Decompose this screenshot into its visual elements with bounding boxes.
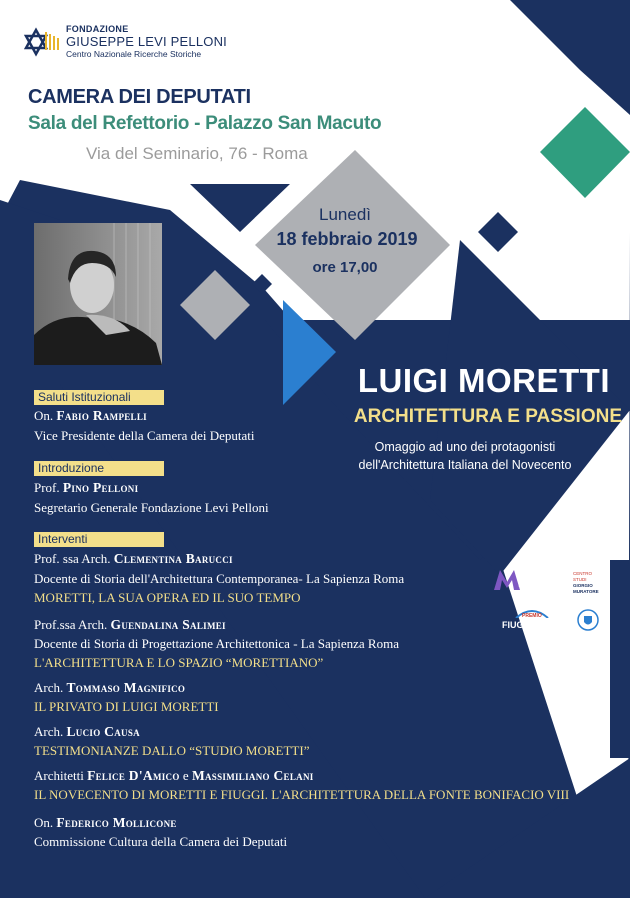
section-tag-welcome: Saluti Istituzionali — [34, 390, 164, 405]
speaker-name: Federico Mollicone — [56, 815, 177, 830]
sponsor-text: CENTRO — [573, 571, 592, 576]
laboratorio-logo — [534, 646, 606, 668]
crest-icon — [576, 608, 600, 634]
event-title: LUIGI MORETTI — [357, 362, 610, 399]
speaker-role-welcome: Vice Presidente della Camera dei Deputati — [34, 428, 255, 443]
centro-studi-logo — [571, 567, 603, 599]
event-subtitle: ARCHITETTURA E PASSIONE — [353, 406, 622, 427]
portrait-photo — [34, 223, 162, 365]
talk-6-role: Commissione Cultura della Camera dei Deputati — [34, 834, 288, 849]
sponsor-text: EVENTI — [526, 588, 565, 598]
tribute-line-1: Omaggio ad uno dei protagonisti — [374, 440, 556, 454]
speaker-joiner: e — [182, 768, 189, 783]
event-weekday: Lunedì — [319, 205, 371, 224]
speaker-name: Felice D'Amico — [87, 768, 180, 783]
sponsor-text: MURATORE — [573, 589, 599, 594]
navy-top-corner — [510, 0, 630, 115]
event-time: ore 17,00 — [312, 259, 378, 276]
foundation-label: FONDAZIONE — [66, 24, 129, 34]
green-diamond — [540, 107, 630, 198]
talk-1-topic: MORETTI, LA SUA OPERA ED IL SUO TEMPO — [34, 590, 301, 605]
speaker-prefix: Prof. ssa Arch. — [34, 551, 111, 566]
speaker-name: Guendalina Salimei — [110, 617, 226, 632]
talk-2-topic: L'ARCHITETTURA E LO SPAZIO “MORETTIANO” — [34, 655, 324, 670]
speaker-name: Pino Pelloni — [62, 480, 139, 495]
navy-edge — [610, 560, 630, 758]
sponsor-text: SERVIZI TECNICI — [522, 568, 563, 574]
premio-fiuggi-logo — [500, 608, 570, 634]
speaker-role-intro: Segretario Generale Fondazione Levi Pelloni — [34, 500, 269, 515]
sponsor-text: FIUGGI-STORIA — [502, 620, 570, 630]
speaker-name: Clementina Barucci — [113, 551, 233, 566]
speaker-prefix: Arch. — [34, 724, 64, 739]
small-navy-diamond — [478, 212, 518, 252]
speaker-line-welcome — [34, 408, 147, 424]
speaker-name: Tommaso Magnifico — [66, 680, 186, 695]
tribute-line-2: dell'Architettura Italiana del Novecento — [358, 458, 572, 472]
speaker-prefix: Architetti — [34, 768, 84, 783]
talk-3-topic: IL PRIVATO DI LUIGI MORETTI — [34, 699, 219, 714]
section-tag-talks: Interventi — [34, 532, 164, 547]
speaker-name-2: Massimiliano Celani — [191, 768, 314, 783]
talk-6-speaker — [34, 815, 177, 831]
event-date: 18 febbraio 2019 — [276, 229, 418, 249]
speaker-prefix: Arch. — [34, 680, 64, 695]
laboratorio-icon — [534, 646, 550, 666]
sponsor-text: FIUGGI — [554, 658, 576, 664]
sponsor-text: MEDIA — [518, 575, 565, 590]
sponsor-text: GIORGIO — [573, 583, 593, 588]
talk-2-speaker — [34, 617, 226, 633]
speaker-line-intro — [34, 480, 138, 496]
venue-address: Via del Seminario, 76 - Roma — [86, 144, 308, 163]
media-eventi-logo — [494, 568, 564, 600]
institution-title: CAMERA DEI DEPUTATI — [28, 86, 251, 108]
speaker-prefix: Prof.ssa Arch. — [34, 617, 108, 632]
media-m-icon — [494, 570, 520, 590]
sponsor-text: PREMIO — [522, 613, 542, 619]
speaker-prefix: On. — [34, 408, 54, 423]
sponsor-text: STUDI — [573, 577, 587, 582]
speaker-name: Lucio Causa — [66, 724, 140, 739]
speaker-name: Fabio Rampelli — [56, 408, 147, 423]
talk-3-speaker — [34, 680, 185, 696]
talk-2-role: Docente di Storia di Progettazione Architettonica - La Sapienza Roma — [34, 636, 399, 651]
foundation-name: GIUSEPPE LEVI PELLONI — [66, 34, 227, 49]
section-tag-intro: Introduzione — [34, 461, 164, 476]
talk-1-speaker — [34, 551, 233, 567]
talk-5-topic: IL NOVECENTO DI MORETTI E FIUGGI. L'ARCHITETTURA DELLA FONTE BONIFACIO VIII — [34, 787, 570, 802]
talk-1-role: Docente di Storia dell'Architettura Contemporanea- La Sapienza Roma — [34, 571, 405, 586]
foundation-subtitle: Centro Nazionale Ricerche Storiche — [66, 49, 202, 59]
sponsor-text: LABORATORIO — [554, 651, 599, 657]
talk-4-topic: TESTIMONIANZE DALLO “STUDIO MORETTI” — [34, 743, 310, 758]
hall-name: Sala del Refettorio - Palazzo San Macuto — [28, 113, 382, 134]
talk-5-speaker — [34, 768, 314, 784]
star-of-david-logo-icon — [22, 26, 62, 62]
speaker-prefix: Prof. — [34, 480, 60, 495]
speaker-prefix: On. — [34, 815, 54, 830]
talk-4-speaker — [34, 724, 140, 740]
